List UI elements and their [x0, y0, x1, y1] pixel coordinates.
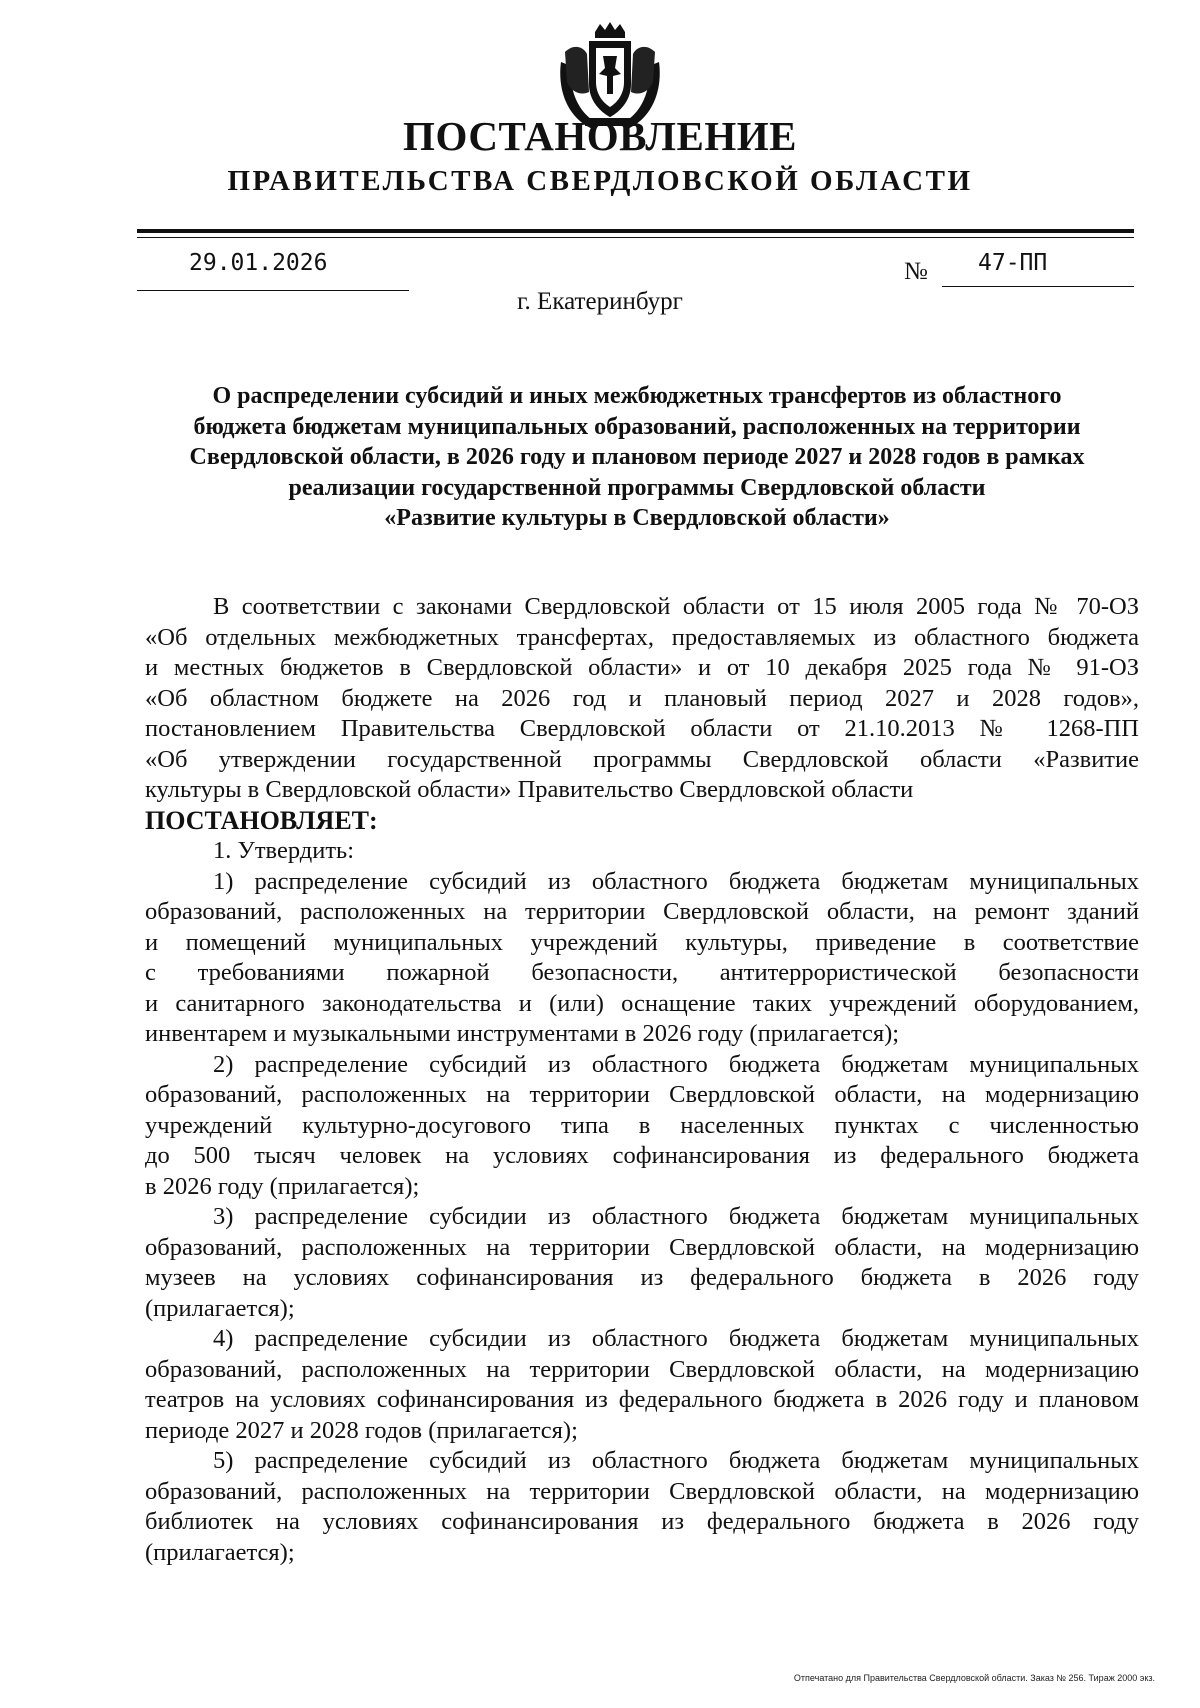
- text-line: образований, расположенных на территории Свердловской области, на модернизацию: [145, 1477, 1139, 1505]
- text-line: 4) распределение субсидии из областного бюджета бюджетам муниципальных: [213, 1325, 1139, 1352]
- document-city: г. Екатеринбург: [517, 288, 683, 315]
- subitem-3: [145, 1202, 1139, 1324]
- text-line: (прилагается);: [145, 1294, 295, 1322]
- text-line: в 2026 году (прилагается);: [145, 1172, 420, 1200]
- text-line: 5) распределение субсидий из областного бюджета бюджетам муниципальных: [213, 1447, 1139, 1474]
- text-line: (прилагается);: [145, 1538, 295, 1566]
- text-line: до 500 тысяч человек на условиях софинансирования из федерального бюджета: [145, 1142, 1139, 1169]
- document-number: 47-ПП: [978, 250, 1048, 276]
- subitem-4: [145, 1324, 1139, 1446]
- document-subject: [140, 381, 1134, 534]
- text-line: образований, расположенных на территории Свердловской области, на модернизацию: [145, 1081, 1139, 1108]
- text-line: периоде 2027 и 2028 годов (прилагается);: [145, 1416, 578, 1444]
- subitem-5: [145, 1446, 1139, 1568]
- resolves-heading: ПОСТАНОВЛЯЕТ:: [145, 805, 378, 835]
- subitem-1: [145, 867, 1139, 1050]
- text-line: с требованиями пожарной безопасности, антитеррористической безопасности: [145, 959, 1139, 986]
- text-line: и местных бюджетов в Свердловской области» и от 10 декабря 2025 года № 91-ОЗ: [145, 654, 1139, 681]
- text-line: инвентарем и музыкальными инструментами в 2026 году (прилагается);: [145, 1020, 900, 1047]
- text-line: и санитарного законодательства и (или) оснащение таких учреждений оборудованием,: [145, 989, 1139, 1017]
- document-date: 29.01.2026: [189, 250, 328, 276]
- text-line: «Об отдельных межбюджетных трансфертах, предоставляемых из областного бюджета: [145, 623, 1139, 651]
- item-1-label: 1. Утвердить:: [213, 837, 355, 864]
- text-line: учреждений культурно-досугового типа в населенных пунктах с численностью: [145, 1111, 1139, 1139]
- text-line: библиотек на условиях софинансирования из федерального бюджета в 2026 году: [145, 1508, 1139, 1535]
- document-type-title: ПОСТАНОВЛЕНИЕ: [403, 113, 797, 159]
- subject-line: бюджета бюджетам муниципальных образований, расположенных на территории: [193, 413, 1081, 440]
- number-label: №: [904, 258, 928, 285]
- issuing-authority: ПРАВИТЕЛЬСТВА СВЕРДЛОВСКОЙ ОБЛАСТИ: [227, 165, 973, 197]
- text-line: постановлением Правительства Свердловской области от 21.10.2013 № 1268-ПП: [145, 715, 1139, 742]
- text-line: 1) распределение субсидий из областного бюджета бюджетам муниципальных: [213, 867, 1139, 895]
- text-line: «Об утверждении государственной программы Свердловской области «Развитие: [145, 745, 1139, 773]
- subject-line: Свердловской области, в 2026 году и плановом периоде 2027 и 2028 годов в рамках: [189, 444, 1085, 471]
- subject-line: реализации государственной программы Свердловской области: [288, 474, 986, 501]
- subject-line: О распределении субсидий и иных межбюджетных трансфертов из областного: [212, 383, 1062, 409]
- text-line: образований, расположенных на территории Свердловской области, на модернизацию: [145, 1233, 1139, 1261]
- document-body: [145, 592, 1139, 1568]
- text-line: «Об областном бюджете на 2026 год и плановый период 2027 и 2028 годов»,: [145, 684, 1139, 712]
- date-field: [137, 250, 409, 291]
- text-line: образований, расположенных на территории Свердловской области, на модернизацию: [145, 1355, 1139, 1383]
- text-line: культуры в Свердловской области» Правительство Свердловской области: [145, 776, 914, 803]
- text-line: музеев на условиях софинансирования из федерального бюджета в 2026 году: [145, 1264, 1139, 1291]
- text-line: театров на условиях софинансирования из федерального бюджета в 2026 году и плановом: [145, 1386, 1139, 1413]
- subitem-2: [145, 1050, 1139, 1203]
- text-line: 3) распределение субсидии из областного бюджета бюджетам муниципальных: [213, 1203, 1139, 1230]
- preamble-paragraph: [145, 592, 1139, 806]
- subject-line: «Развитие культуры в Свердловской области»: [384, 505, 890, 532]
- text-line: образований, расположенных на территории Свердловской области, на ремонт зданий: [145, 898, 1139, 925]
- text-line: В соответствии с законами Свердловской области от 15 июля 2005 года № 70-ОЗ: [213, 593, 1139, 620]
- number-field: [942, 250, 1134, 287]
- header-divider-thin: [137, 237, 1134, 238]
- print-imprint: Отпечатано для Правительства Свердловской области. Заказ № 256. Тираж 2000 экз.: [793, 1673, 1155, 1683]
- text-line: 2) распределение субсидий из областного бюджета бюджетам муниципальных: [213, 1050, 1139, 1078]
- header-divider-thick: [137, 229, 1134, 233]
- text-line: и помещений муниципальных учреждений культуры, приведение в соответствие: [145, 928, 1139, 956]
